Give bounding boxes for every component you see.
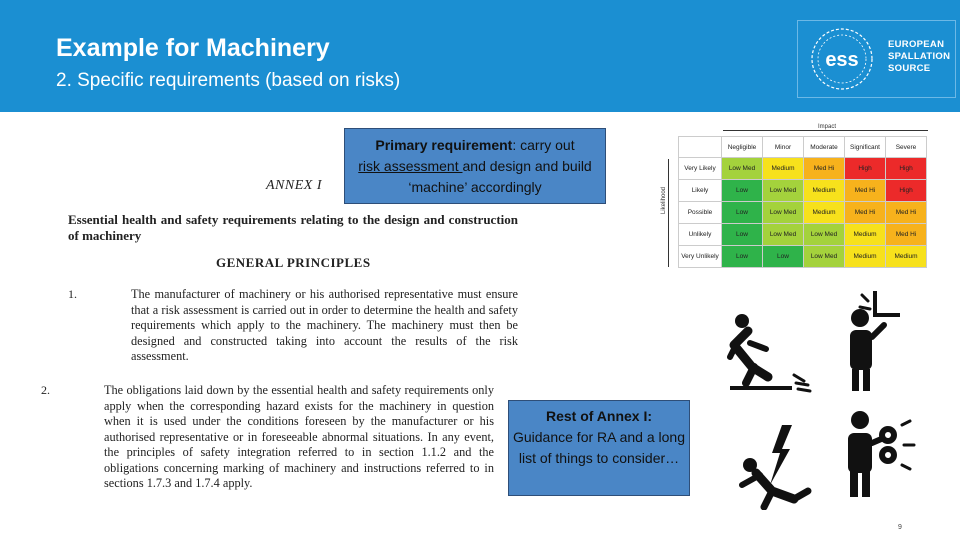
risk-cell: Low Med — [804, 246, 845, 268]
risk-cell: Low Med — [763, 202, 804, 224]
entanglement-hazard-icon — [848, 411, 914, 497]
row-header: Possible — [679, 202, 722, 224]
svg-text:ess: ess — [825, 49, 859, 71]
impact-label: Impact — [818, 124, 837, 130]
callout-underlined: risk assessment — [358, 158, 463, 174]
risk-cell: Medium — [763, 158, 804, 180]
callout-bold: Rest of Annex I: — [545, 408, 653, 424]
risk-cell: Med Hi — [886, 202, 927, 224]
header-bar — [0, 0, 960, 112]
risk-cell: Low — [722, 180, 763, 202]
callout-text: and design and build ‘machine’ accordingly — [408, 158, 592, 195]
column-header: Severe — [886, 137, 927, 158]
slide-subtitle: 2. Specific requirements (based on risks) — [56, 70, 401, 91]
row-header: Very Likely — [679, 158, 722, 180]
risk-cell: Med Hi — [804, 158, 845, 180]
table-row — [679, 246, 927, 268]
risk-matrix — [663, 124, 933, 270]
electric-shock-hazard-icon — [742, 425, 808, 507]
row-header: Unlikely — [679, 224, 722, 246]
logo-line: EUROPEAN — [888, 39, 945, 50]
head-impact-hazard-icon — [850, 291, 900, 391]
risk-cell: Med Hi — [845, 180, 886, 202]
risk-table — [678, 136, 927, 268]
likelihood-label: Likelihood — [661, 186, 667, 214]
general-principles-heading: GENERAL PRINCIPLES — [216, 255, 371, 270]
risk-cell: High — [886, 180, 927, 202]
annex-title: ANNEX I — [266, 178, 322, 193]
annex-guidance-callout — [508, 400, 690, 496]
slide-title: Example for Machinery — [56, 34, 330, 62]
risk-cell: Med Hi — [886, 224, 927, 246]
row-header: Very Unlikely — [679, 246, 722, 268]
risk-cell: Low — [722, 246, 763, 268]
logo-line: SPALLATION — [888, 51, 951, 62]
risk-cell: Low Med — [722, 158, 763, 180]
risk-cell: High — [845, 158, 886, 180]
logo-text — [888, 39, 950, 75]
corner-cell — [679, 137, 722, 158]
row-header: Likely — [679, 180, 722, 202]
item-number: 2. — [41, 383, 50, 397]
risk-cell: Medium — [845, 224, 886, 246]
ess-logo — [797, 20, 956, 98]
page-number: 9 — [898, 524, 902, 531]
column-header: Significant — [845, 137, 886, 158]
risk-cell: Medium — [886, 246, 927, 268]
column-header-row — [679, 137, 927, 158]
column-header: Moderate — [804, 137, 845, 158]
table-row — [679, 224, 927, 246]
column-header: Negligible — [722, 137, 763, 158]
risk-cell: Low Med — [763, 180, 804, 202]
risk-cell: Low — [763, 246, 804, 268]
callout-text: : carry out — [512, 137, 575, 153]
callout-bold: Primary requirement — [375, 137, 513, 153]
annex-heading: Essential health and safety requirements relating to the design and construction of machinery — [68, 212, 518, 243]
risk-cell: Low Med — [804, 224, 845, 246]
ess-logo-mark-icon — [798, 21, 884, 97]
table-row — [679, 158, 927, 180]
slip-hazard-icon — [730, 314, 810, 391]
item-number: 1. — [68, 287, 77, 301]
callout-text: Guidance for RA and a long list of things to consider… — [512, 429, 685, 466]
primary-requirement-callout — [344, 128, 606, 204]
likelihood-axis — [668, 159, 669, 267]
risk-cell: Low Med — [763, 224, 804, 246]
risk-cell: High — [886, 158, 927, 180]
item-paragraph: The manufacturer of machinery or his authorised representative must ensure that a risk assessment is carried out in order to determine the health and safety requirements which apply to the machinery. The machinery must then be designed and constructed taking into account the results of the risk assessment. — [131, 287, 518, 363]
risk-cell: Medium — [845, 246, 886, 268]
risk-cell: Med Hi — [845, 202, 886, 224]
risk-cell: Medium — [804, 180, 845, 202]
table-row — [679, 202, 927, 224]
item-paragraph: The obligations laid down by the essential health and safety requirements only apply when the corresponding hazard exists for the machinery in question when it is used under the conditions foreseen by the manufacturer or his authorised representative or in foreseeable abnormal situations. In any event, the principles of safety integration referred to in section 1.1.2 and the obligations concerning marking of machinery and instructions referred to in sections 1.7.3 and 1.7.4 apply. — [104, 383, 494, 490]
table-row — [679, 180, 927, 202]
hazard-icons — [720, 285, 920, 510]
column-header: Minor — [763, 137, 804, 158]
risk-cell: Low — [722, 202, 763, 224]
risk-cell: Low — [722, 224, 763, 246]
impact-axis — [723, 130, 928, 131]
risk-cell: Medium — [804, 202, 845, 224]
logo-line: SOURCE — [888, 63, 931, 74]
